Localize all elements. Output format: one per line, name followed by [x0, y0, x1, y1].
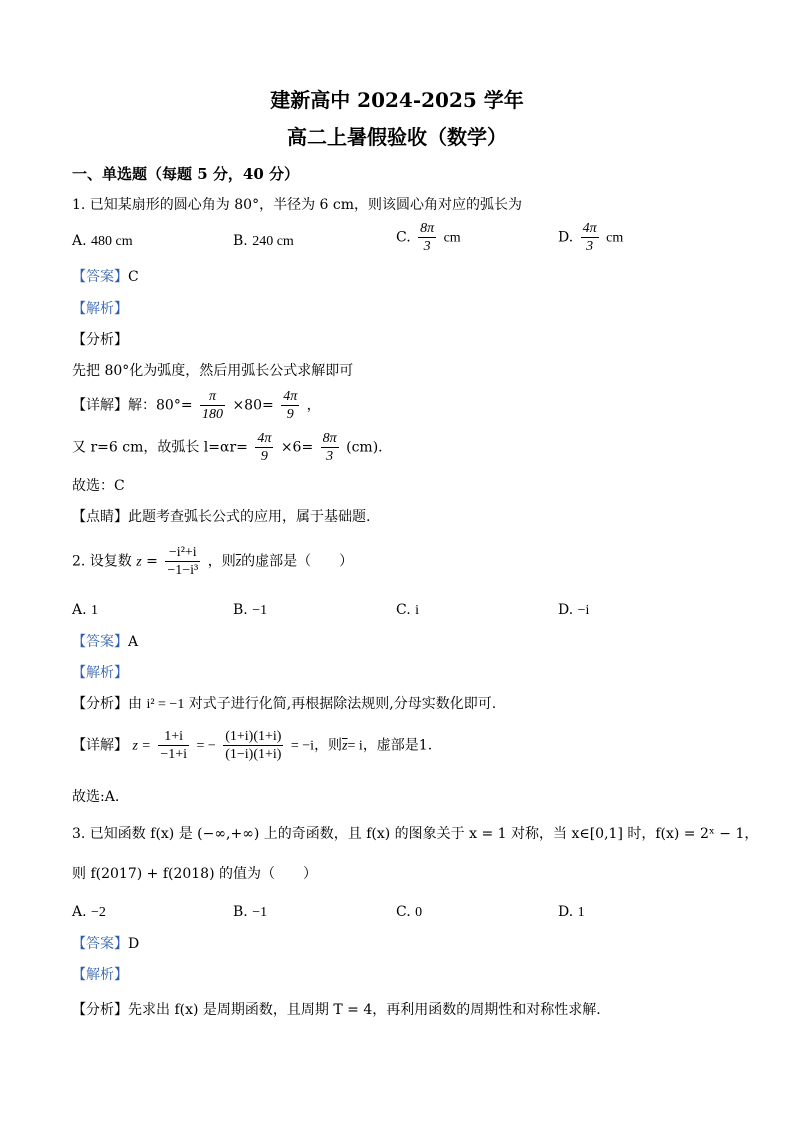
q1-result: 故选：C [72, 478, 125, 494]
q1-answer: 【答案】C [72, 269, 139, 285]
q2-fenxi: 【分析】由 i² = −1 对式子进行化简,再根据除法规则,分母实数化即可. [72, 696, 497, 712]
q1-detail-line2: 又 r=6 cm，故弧长 l=αr= $\frac{4\pi}{9}$ ×6= $\frac{8\pi}{3}$ (cm). [72, 431, 383, 464]
q1-option-d-fraction: $\frac{4\pi}{3}$ [582, 221, 597, 254]
q3-analysis-tag: 【解析】 [72, 967, 128, 983]
q1-option-a: A. 480 cm [72, 233, 133, 249]
q2-analysis-tag: 【解析】 [72, 665, 128, 681]
q1-option-b: B. 240 cm [233, 233, 294, 249]
q2-detail: 【详解】 z = $\frac{1+i}{-1+i}$ = − $\frac{(1+i)(1+i)}{(1-i)(1+i)}$ = −i，则$\overline{z}= i$，虚部是1. [72, 729, 433, 762]
q3-stem-line1: 3. 已知函数 f(x) 是 (−∞,+∞) 上的奇函数，且 f(x) 的图象关于 x = 1 对称，当 x∈[0,1] 时，f(x) = 2ˣ − 1， [72, 826, 759, 842]
q3-option-c: C. 0 [396, 904, 423, 920]
q1-fenxi-text: 先把 80°化为弧度，然后用弧长公式求解即可 [72, 363, 354, 379]
section-heading: 一、单选题（每题 5 分，40 分） [72, 165, 299, 183]
exam-title: 建新高中 2024-2025 学年 [270, 88, 524, 112]
q3-stem-line2: 则 f(2017) + f(2018) 的值为（ ） [72, 866, 317, 882]
q1-detail-line1: 【详解】解：80°= $\frac{\pi}{180}$ ×80= $\frac{4\pi}{9}$ ， [72, 389, 321, 422]
q1-comment: 【点睛】此题考查弧长公式的应用，属于基础题. [72, 509, 371, 525]
q2-answer: 【答案】A [72, 634, 139, 650]
q1-stem: 1. 已知某扇形的圆心角为 80°，半径为 6 cm，则该圆心角对应的弧长为 [72, 197, 522, 213]
q1-option-c: C. $\frac{8\pi}{3}$ cm [396, 221, 461, 254]
q1-analysis-tag: 【解析】 [72, 301, 128, 317]
q2-option-b: B. −1 [233, 602, 268, 618]
q3-option-d: D. 1 [558, 904, 585, 920]
q3-option-b: B. −1 [233, 904, 268, 920]
exam-subtitle: 高二上暑假验收（数学） [287, 125, 507, 149]
q3-option-a: A. −2 [72, 904, 106, 920]
q2-option-d: D. −i [558, 602, 590, 618]
q2-stem: 2. 设复数 z = $\frac{\text{−i²+i}}{\text{−1−i³}}$ ，则$\overline{z}$的虚部是（ ） [72, 545, 354, 578]
q1-option-c-fraction: $\frac{8\pi}{3}$ [420, 221, 435, 254]
q3-answer: 【答案】D [72, 936, 140, 952]
q3-fenxi: 【分析】先求出 f(x) 是周期函数，且周期 T = 4，再利用函数的周期性和对称性求解. [72, 1002, 601, 1018]
q1-fenxi-tag: 【分析】 [72, 332, 128, 348]
q1-option-d: D. $\frac{4\pi}{3}$ cm [558, 221, 624, 254]
q2-result: 故选:A. [72, 789, 120, 805]
q2-option-c: C. i [396, 602, 420, 618]
q2-stem-fraction: $\frac{\text{−i²+i}}{\text{−1−i³}}$ [167, 545, 199, 578]
q2-option-a: A. 1 [72, 602, 99, 618]
